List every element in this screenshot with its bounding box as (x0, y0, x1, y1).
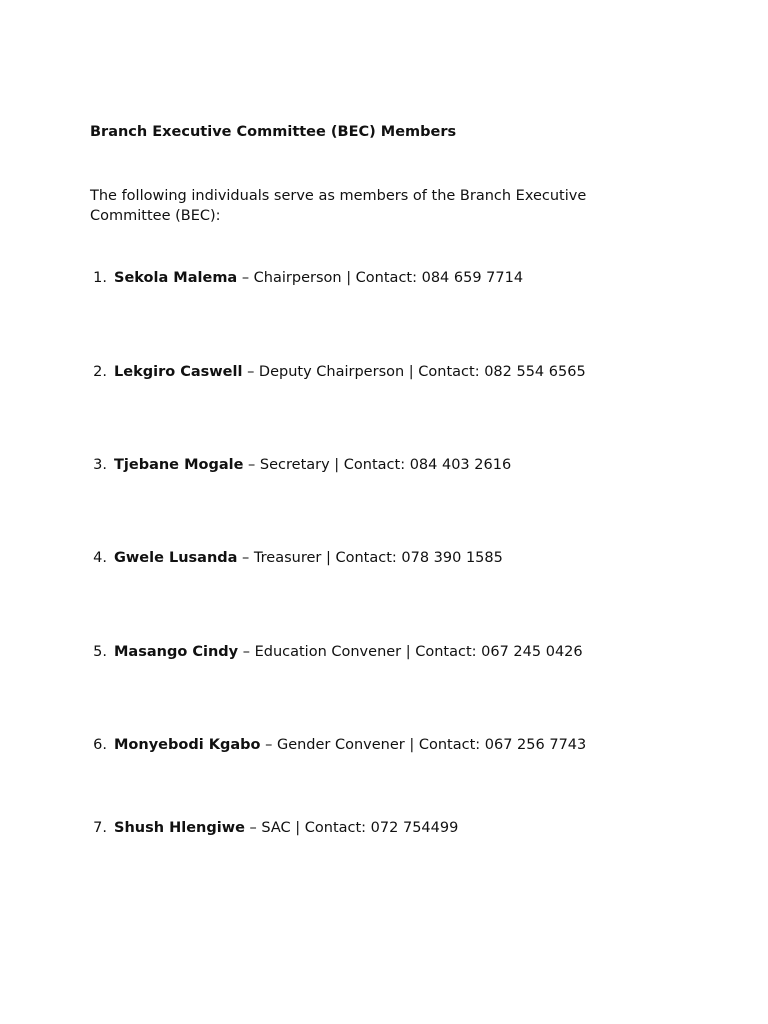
list-number: 7. (93, 820, 107, 836)
member-name: Tjebane Mogale (114, 457, 244, 473)
list-number: 2. (93, 364, 107, 380)
member-details: – Chairperson | Contact: 084 659 7714 (237, 270, 524, 286)
member-details: – Gender Convener | Contact: 067 256 7743 (260, 737, 587, 753)
list-number: 4. (93, 550, 107, 566)
member-name: Monyebodi Kgabo (114, 737, 261, 753)
document-title: Branch Executive Committee (BEC) Members (90, 124, 457, 140)
member-details: – Secretary | Contact: 084 403 2616 (243, 457, 512, 473)
member-name: Shush Hlengiwe (114, 820, 245, 836)
member-details: – Deputy Chairperson | Contact: 082 554 6565 (242, 364, 586, 380)
member-name: Sekola Malema (114, 270, 238, 286)
list-item (76, 642, 583, 662)
list-item (76, 818, 458, 838)
member-name: Gwele Lusanda (114, 550, 238, 566)
list-number: 6. (93, 737, 107, 753)
list-item (76, 455, 511, 475)
list-item (76, 548, 503, 568)
list-number: 5. (93, 644, 107, 660)
member-details: – Education Convener | Contact: 067 245 0426 (238, 644, 583, 660)
list-number: 3. (93, 457, 107, 473)
list-number: 1. (93, 270, 107, 286)
list-item (76, 362, 586, 382)
member-name: Masango Cindy (114, 644, 239, 660)
intro-paragraph: The following individuals serve as members of the Branch Executive Committee (BEC): (90, 188, 587, 224)
member-details: – Treasurer | Contact: 078 390 1585 (237, 550, 503, 566)
member-name: Lekgiro Caswell (114, 364, 243, 380)
member-details: – SAC | Contact: 072 754499 (244, 820, 459, 836)
list-item (76, 735, 586, 755)
list-item (76, 268, 523, 288)
